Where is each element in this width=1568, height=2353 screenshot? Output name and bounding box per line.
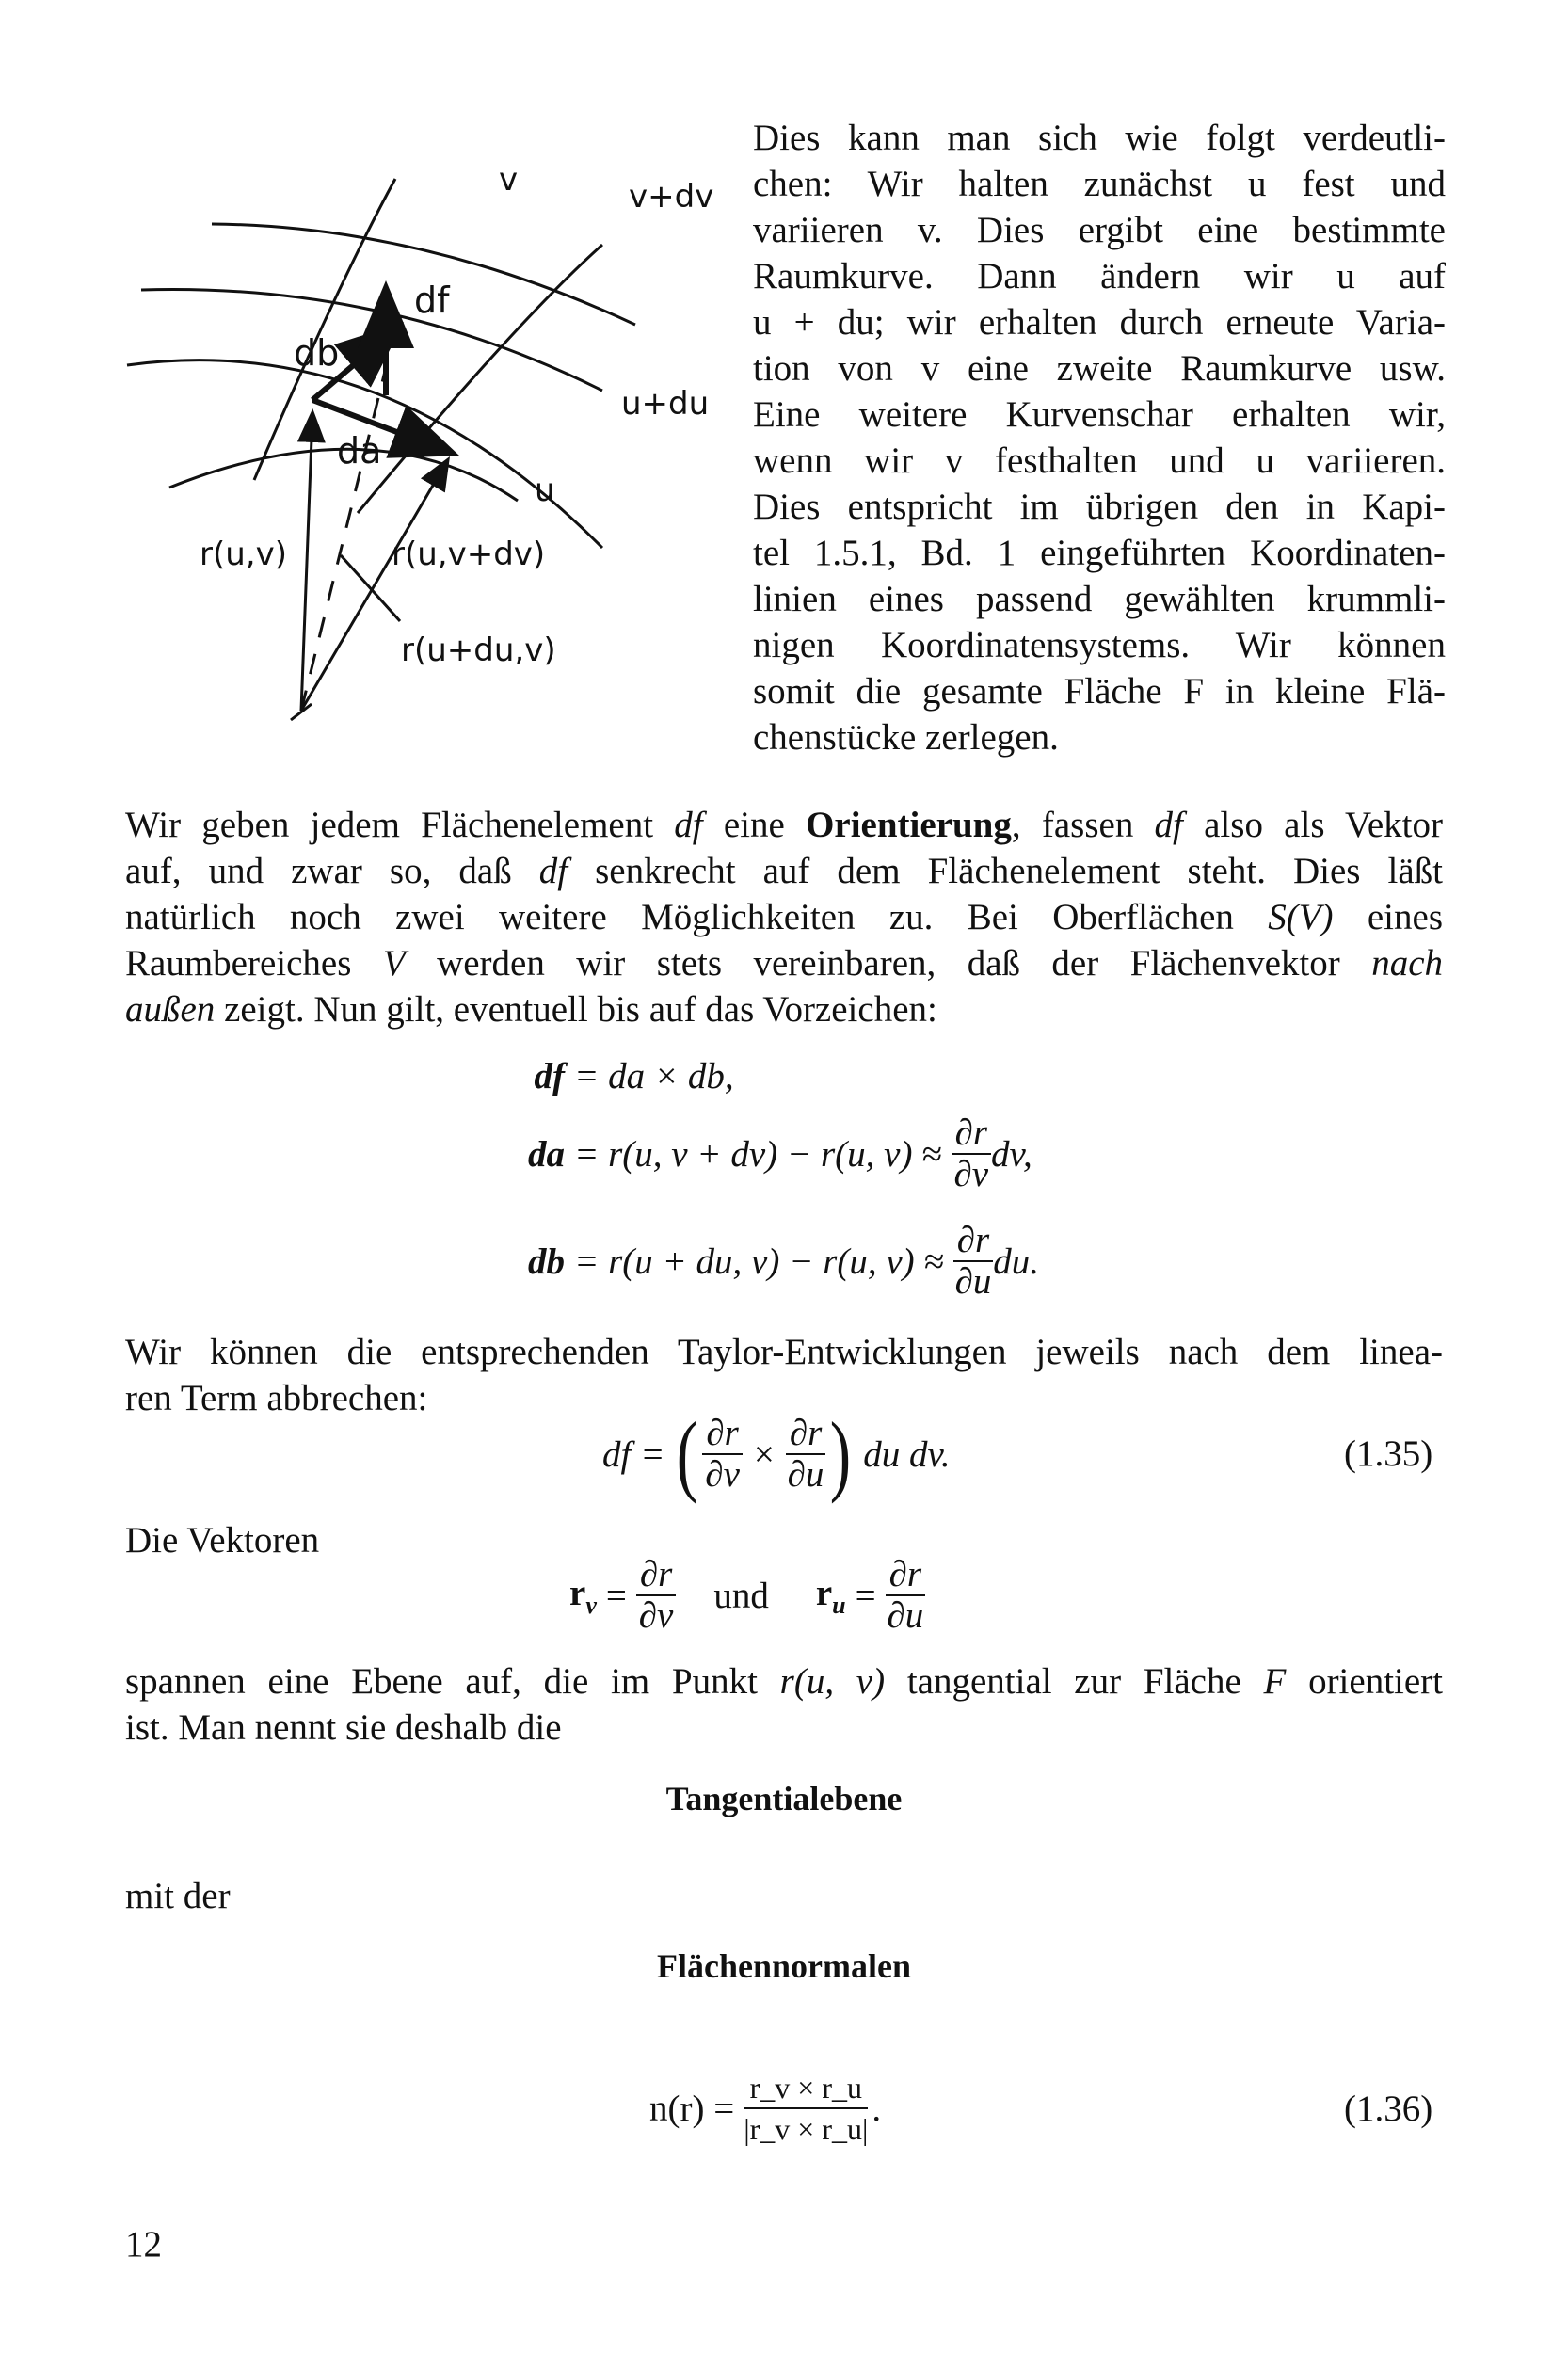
equation-1-36: n(r) = $\frac{r\_v \times r\_u}{|r\_v \times r\_u|}$ . [649,2057,881,2160]
side-line: u + du; wir erhalten durch erneute Varia- [753,302,1446,343]
side-line: tel 1.5.1, Bd. 1 eingeführten Koordinaten- [753,533,1446,573]
equation-da: da = r(u, v + dv) − r(u, v) ≈ $\frac{\partial r}{\partial v}$ dv, [528,1112,1032,1194]
equation-df: df = da × db, [534,1055,734,1096]
term-tangentialebene: Tangentialebene [665,1780,903,1817]
side-line: somit die gesamte Fläche F in kleine Flä- [753,671,1446,712]
label-r-udu: r(u+du,v) [401,632,556,669]
page-number: 12 [125,2224,162,2265]
fraction: $\frac{\partial r}{\partial v}$ [702,1414,742,1495]
spannen-line: spannen eine Ebene auf, die im Punkt r(u, v) tangential zur Fläche F orientiert [125,1661,1444,1702]
main-paragraph [125,802,1443,1032]
label-r-uvdv: r(u,v+dv) [392,536,546,573]
left-paren: ( [677,1403,698,1504]
term-orientierung: Orientierung [806,805,1012,845]
label-db: db [294,332,340,374]
main-line: auf, und zwar so, daß df senkrecht auf dem Flächenelement steht. Dies läßt [125,851,1443,891]
side-line: Dies entspricht im übrigen den in Kapi- [753,487,1446,527]
side-line: variieren v. Dies ergibt eine bestimmte [753,210,1446,250]
taylor-line: Wir können die entsprechenden Taylor-Entwicklungen jeweils nach dem linea- [125,1332,1443,1372]
side-line: wenn wir v festhalten und u variieren. [753,440,1446,481]
equation-tangent-vectors: $r_v$ = $\frac{\partial r}{\partial v}$ und $r_u$ = $\frac{\partial r}{\partial u}$ [569,1554,924,1636]
coord-curve [358,245,602,513]
coord-curve [141,289,602,391]
equation-number: (1.35) [1344,1433,1433,1474]
fraction: $\frac{r\_v \times r\_u}{|r\_v \times r\_u|}$ [744,2068,868,2149]
spannen-line: ist. Man nennt sie deshalb die [125,1707,562,1748]
side-line: nigen Koordinatensystems. Wir können [753,625,1446,665]
main-line: Raumbereiches V werden wir stets vereinbaren, daß der Flächenvektor nach [125,943,1443,984]
right-paren: ) [830,1403,852,1504]
fraction: $\frac{\partial r}{\partial u}$ [954,1220,992,1302]
fraction: $\frac{\partial r}{\partial u}$ [787,1413,824,1495]
taylor-line: ren Term abbrechen: [125,1378,428,1418]
side-line: Eine weitere Kurvenschar erhalten wir, [753,394,1446,435]
side-line: linien eines passend gewählten krummli- [753,579,1446,619]
term-flaechennormalen: Flächennormalen [657,1947,911,1985]
fraction: $\frac{\partial r}{\partial u}$ [887,1554,924,1636]
equation-1-35: df = ( $\frac{\partial r}{\partial v}$ × $\frac{\partial r}{\partial u}$ ) du dv. [602,1403,951,1504]
side-line: Raumkurve. Dann ändern wir u auf [753,256,1446,296]
label-u: u [535,472,555,509]
equation-db: db = r(u + du, v) − r(u, v) ≈ $\frac{\partial r}{\partial u}$ du. [528,1220,1039,1302]
main-line: außen zeigt. Nun gilt, eventuell bis auf das Vorzeichen: [125,989,937,1030]
vektoren-intro: Die Vektoren [125,1520,320,1561]
label-df: df [414,280,450,321]
fraction: $\frac{\partial r}{\partial v}$ [636,1555,676,1636]
side-line: chenstücke zerlegen. [753,717,1059,758]
side-line: tion von v eine zweite Raumkurve usw. [753,348,1446,389]
spannen-paragraph [125,1658,1443,1751]
equation-number: (1.36) [1344,2089,1433,2129]
label-v: v [499,161,519,199]
fraction: $\frac{\partial r}{\partial v}$ [952,1113,991,1194]
main-line: Wir geben jedem Flächenelement df eine Orientierung, fassen df also als Vektor [125,805,1443,845]
surface-element-figure [113,141,753,734]
label-v-dv: v+dv [629,178,714,216]
side-line: Dies kann man sich wie folgt verdeutli- [753,118,1446,158]
main-line: natürlich noch zwei weitere Möglichkeiten zu. Bei Oberflächen S(V) eines [125,897,1443,937]
label-da: da [337,430,382,472]
label-u-du: u+du [621,385,710,423]
side-paragraph [753,115,1446,760]
vector-r-uvdv [301,461,447,711]
label-r-uv: r(u,v) [200,536,287,573]
mit-der: mit der [125,1876,231,1916]
side-line: chen: Wir halten zunächst u fest und [753,164,1446,204]
